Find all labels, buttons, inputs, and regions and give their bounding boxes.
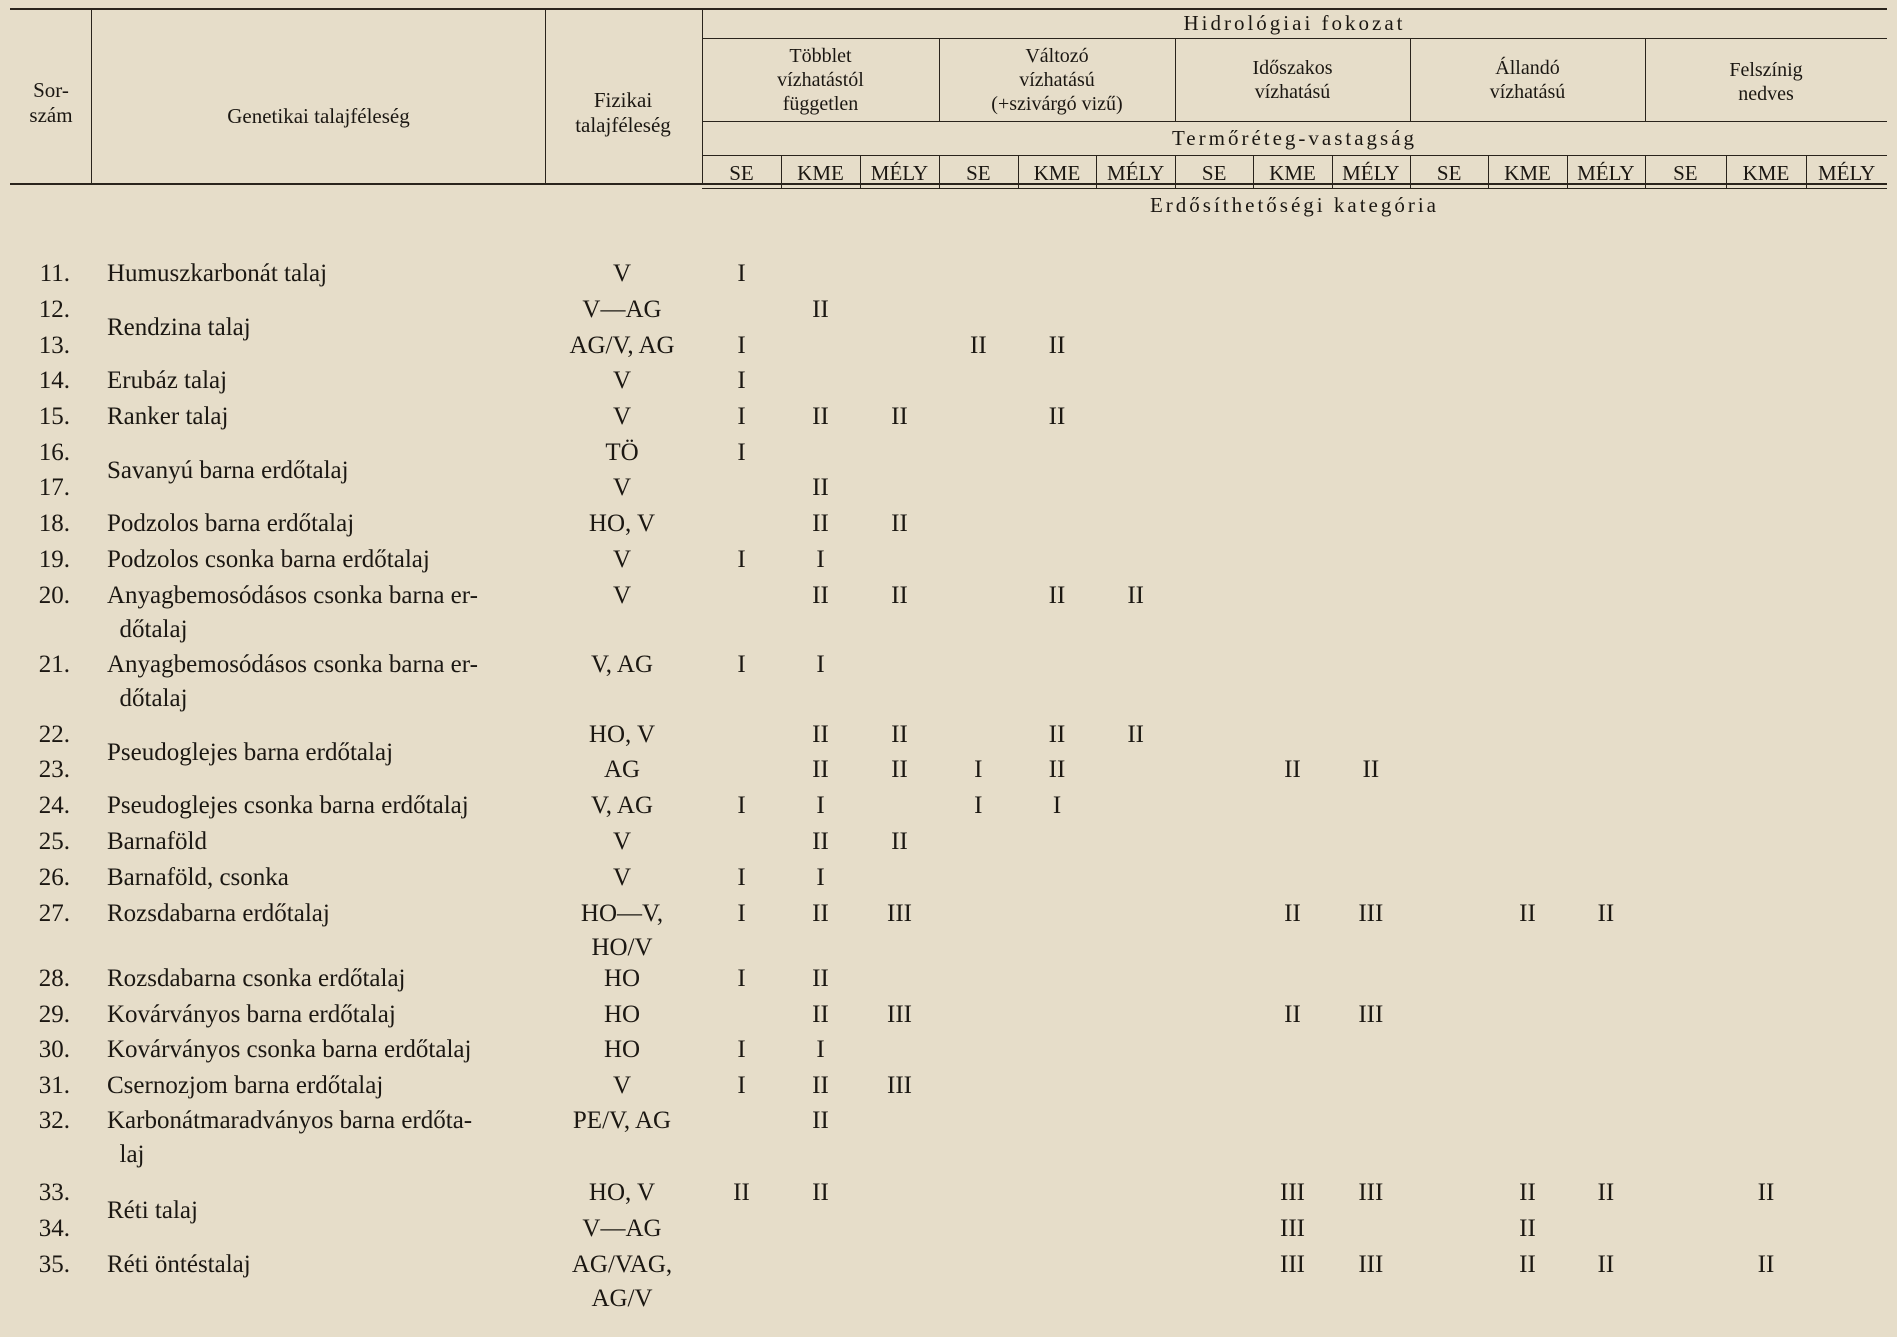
row-number: 12. (38, 296, 70, 323)
physical-soil-type: V (612, 546, 632, 573)
category-value: II (1597, 1179, 1615, 1206)
category-value: I (974, 792, 983, 819)
genetikai-header: Genetikai talajféleség (227, 104, 410, 128)
category-value: I (737, 965, 746, 992)
row-number: 29. (38, 1001, 70, 1028)
row-number: 25. (38, 828, 70, 855)
physical-soil-type: HO (603, 1001, 641, 1028)
category-value: II (812, 900, 829, 927)
row-number: 13. (38, 332, 70, 359)
category-value: I (737, 864, 746, 891)
category-value: II (812, 296, 829, 323)
hydro-group-label: Többlet vízhatástól független (777, 45, 864, 115)
top-rule (10, 8, 1887, 10)
category-value: II (1048, 332, 1066, 359)
category-value: II (812, 756, 829, 783)
physical-soil-type: V (612, 864, 632, 891)
category-value: II (1048, 403, 1066, 430)
soil-type-name: Podzolos csonka barna erdőtalaj (107, 546, 430, 573)
category-value: III (1280, 1251, 1305, 1278)
category-value: II (812, 1072, 829, 1099)
physical-soil-type: V (612, 367, 632, 394)
category-value: I (737, 1072, 746, 1099)
category-value: II (1757, 1179, 1775, 1206)
category-value: I (737, 1036, 746, 1063)
category-value: II (891, 756, 908, 783)
category-value: II (891, 582, 908, 609)
physical-soil-type: HO, V (588, 510, 656, 537)
physical-soil-type: V, AG (590, 792, 654, 819)
depth-label: MÉLY (1817, 161, 1876, 185)
category-value: II (1284, 756, 1301, 783)
category-value: II (1284, 900, 1301, 927)
depth-label: KME (1742, 161, 1790, 185)
category-value: II (1127, 721, 1144, 748)
depth-label: SE (1673, 161, 1698, 185)
category-value: II (1048, 756, 1066, 783)
soil-type-name: Kovárványos barna erdőtalaj (107, 1001, 396, 1028)
hydro-group-label: Időszakos vízhatású (1252, 57, 1333, 103)
depth-label: KME (1033, 161, 1081, 185)
category-value: II (812, 474, 829, 501)
soil-type-name: Réti öntéstalaj (107, 1251, 251, 1278)
category-value: III (1358, 1001, 1384, 1028)
category-value: II (812, 403, 829, 430)
soil-type-name: Pseudoglejes csonka barna erdőtalaj (107, 792, 469, 819)
hydro-group-label: Felszínig nedves (1729, 59, 1803, 105)
category-value: II (812, 510, 829, 537)
hydro-group-label: Változó vízhatású (+szivárgó vizű) (991, 45, 1123, 115)
row-number: 16. (38, 439, 70, 466)
physical-soil-type: HO—V, HO/V (580, 900, 664, 961)
physical-soil-type: V (612, 1072, 632, 1099)
row-number: 28. (38, 965, 70, 992)
category-value: II (812, 582, 829, 609)
category-value: I (737, 332, 746, 359)
row-number: 31. (38, 1072, 70, 1099)
soil-type-name: Rozsdabarna csonka erdőtalaj (107, 965, 406, 992)
category-value: II (891, 828, 908, 855)
row-number: 23. (38, 756, 70, 783)
depth-label: MÉLY (1342, 161, 1400, 185)
soil-type-name: Podzolos barna erdőtalaj (107, 510, 355, 537)
physical-soil-type: V, AG (590, 651, 654, 678)
soil-type-name: Pseudoglejes barna erdőtalaj (107, 738, 394, 766)
row-number: 32. (38, 1107, 70, 1134)
category-value: II (812, 721, 829, 748)
depth-label: KME (797, 161, 844, 185)
hydro-group-label: Állandó vízhatású (1489, 57, 1566, 103)
depth-label: KME (1269, 161, 1316, 185)
physical-soil-type: AG/VAG, AG/V (571, 1251, 673, 1312)
depth-label: MÉLY (1106, 161, 1165, 185)
physical-soil-type: V (612, 403, 632, 430)
soil-type-name: Karbonátmaradványos barna erdőta- laj (107, 1107, 473, 1168)
physical-soil-type: PE/V, AG (572, 1107, 672, 1134)
row-number: 18. (38, 510, 70, 537)
category-value: II (1048, 582, 1066, 609)
category-value: III (887, 1001, 912, 1028)
soil-type-name: Anyagbemosódásos csonka barna er- dőtalaj (107, 651, 478, 712)
row-number: 14. (38, 367, 70, 394)
category-value: III (1358, 1179, 1384, 1206)
row-number: 11. (39, 260, 70, 287)
row-number: 26. (38, 864, 70, 891)
category-value: II (812, 1179, 829, 1206)
depth-label: SE (1201, 161, 1227, 185)
soil-type-name: Réti talaj (107, 1197, 198, 1224)
row-number: 17. (38, 474, 70, 501)
termoreteg-header: Termőréteg-vastagság (1171, 126, 1418, 150)
sorszam-header: Sor- szám (29, 78, 73, 127)
physical-soil-type: V (612, 260, 632, 287)
category-value: I (737, 439, 746, 466)
category-value: I (816, 1036, 825, 1063)
category-value: II (1757, 1251, 1775, 1278)
category-value: II (891, 721, 908, 748)
category-value: I (816, 651, 825, 678)
depth-label: SE (966, 161, 991, 185)
depth-label: MÉLY (870, 161, 929, 185)
category-value: I (816, 864, 825, 891)
soil-type-name: Ranker talaj (107, 403, 229, 430)
category-value: II (1519, 1179, 1536, 1206)
soil-type-name: Rozsdabarna erdőtalaj (107, 900, 330, 927)
depth-label: SE (729, 161, 754, 185)
category-value: II (812, 1001, 829, 1028)
physical-soil-type: TÖ (605, 439, 639, 466)
category-value: III (887, 900, 912, 927)
category-value: III (1280, 1179, 1305, 1206)
col-divider-2 (545, 8, 546, 184)
category-value: II (891, 510, 908, 537)
row-number: 34. (38, 1215, 70, 1242)
category-value: II (1284, 1001, 1301, 1028)
soil-type-name: Anyagbemosódásos csonka barna er- dőtalaj (107, 582, 478, 643)
category-value: I (974, 756, 983, 783)
soil-type-name: Kovárványos csonka barna erdőtalaj (107, 1036, 472, 1063)
physical-soil-type: HO, V (588, 1179, 656, 1206)
category-value: II (812, 1107, 829, 1134)
depth-label: KME (1504, 161, 1551, 185)
physical-soil-type: HO, V (588, 721, 656, 748)
soil-type-name: Erubáz talaj (107, 367, 228, 394)
hydro-rule (702, 38, 1887, 39)
row-number: 27. (38, 900, 70, 927)
category-value: II (1597, 1251, 1615, 1278)
category-value: III (1280, 1215, 1305, 1242)
category-value: II (891, 403, 908, 430)
row-number: 24. (38, 792, 70, 819)
category-value: II (1519, 1215, 1536, 1242)
category-value: III (887, 1072, 912, 1099)
row-number: 33. (38, 1179, 70, 1206)
category-value: I (816, 546, 825, 573)
physical-soil-type: HO (603, 965, 641, 992)
category-value: II (970, 332, 987, 359)
soil-type-name: Barnaföld, csonka (107, 864, 289, 891)
category-value: II (812, 828, 829, 855)
soil-type-name: Humuszkarbonát talaj (107, 260, 328, 287)
row-number: 30. (38, 1036, 70, 1063)
row-number: 20. (38, 582, 70, 609)
row-number: 21. (38, 651, 70, 678)
category-value: I (737, 403, 746, 430)
category-value: I (1052, 792, 1062, 819)
category-value: I (737, 651, 746, 678)
soil-type-name: Barnaföld (107, 828, 207, 855)
category-value: II (1519, 1251, 1536, 1278)
physical-soil-type: AG/V, AG (569, 332, 675, 359)
category-value: II (733, 1179, 750, 1206)
col-divider-1 (91, 8, 92, 184)
row-number: 19. (38, 546, 70, 573)
category-value: II (1597, 900, 1615, 927)
physical-soil-type: V—AG (582, 296, 662, 323)
hidrologiai-header: Hidrológiai fokozat (1183, 11, 1406, 35)
physical-soil-type: V—AG (582, 1215, 662, 1242)
depth-label: MÉLY (1577, 161, 1635, 185)
fizikai-header: Fizikai talajféleség (575, 88, 671, 137)
depth-label: SE (1436, 161, 1462, 185)
physical-soil-type: V (612, 828, 632, 855)
category-value: III (1358, 1251, 1384, 1278)
category-value: II (1519, 900, 1536, 927)
category-value: II (1048, 721, 1066, 748)
category-value: I (737, 546, 746, 573)
physical-soil-type: AG (603, 756, 641, 783)
groups-rule (702, 121, 1887, 122)
soil-type-name: Savanyú barna erdőtalaj (107, 456, 349, 484)
erdosithetosegi-header: Erdősíthetőségi kategória (1149, 193, 1440, 217)
physical-soil-type: HO (603, 1036, 641, 1063)
category-value: I (737, 367, 746, 394)
soil-type-name: Csernozjom barna erdőtalaj (107, 1072, 384, 1099)
row-number: 15. (38, 403, 70, 430)
category-value: II (1127, 582, 1144, 609)
category-value: III (1358, 900, 1384, 927)
physical-soil-type: V (612, 582, 632, 609)
category-value: I (737, 792, 746, 819)
row-number: 35. (38, 1251, 70, 1278)
category-value: II (1362, 756, 1380, 783)
row-number: 22. (38, 721, 70, 748)
category-value: I (737, 900, 746, 927)
category-value: II (812, 965, 829, 992)
category-value: I (816, 792, 825, 819)
physical-soil-type: V (612, 474, 632, 501)
soil-type-name: Rendzina talaj (107, 314, 251, 341)
category-value: I (737, 260, 746, 287)
